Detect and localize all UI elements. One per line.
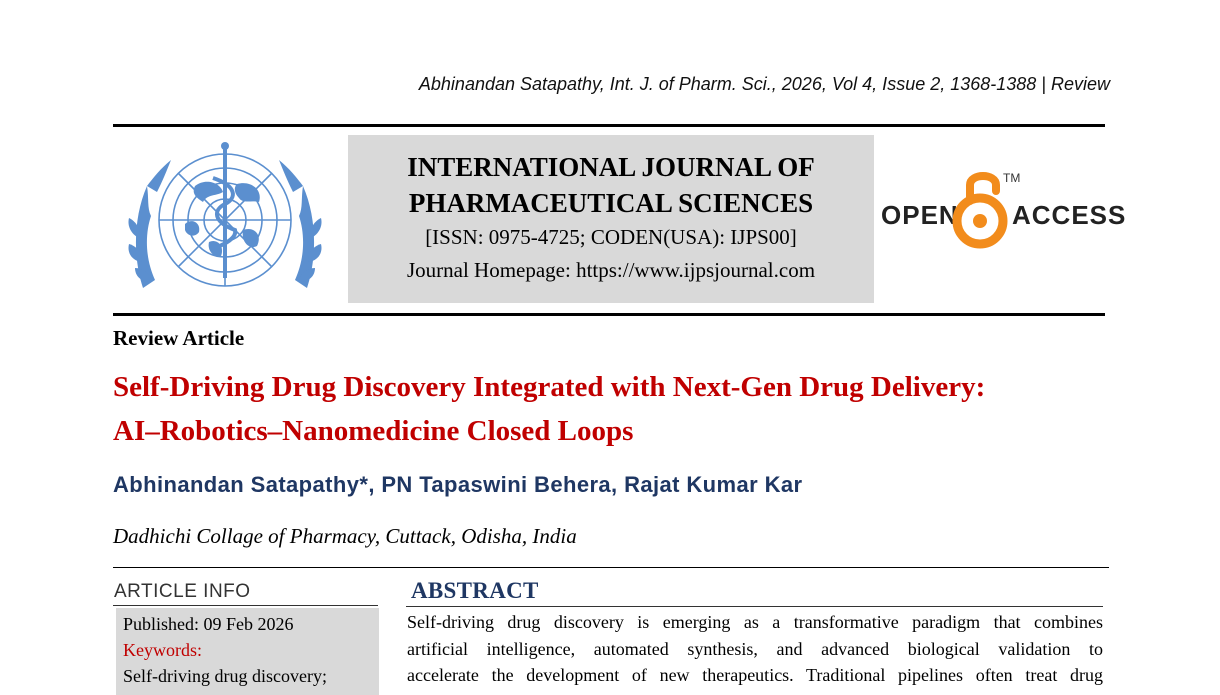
author-affiliation: Dadhichi Collage of Pharmacy, Cuttack, Odisha, India (113, 524, 577, 548)
article-info-rule (113, 605, 378, 606)
abstract-text (407, 609, 1103, 689)
keywords-label: Keywords: (123, 640, 202, 660)
header-rule-top (113, 124, 1105, 127)
abstract-line: Self-driving drug discovery is emerging as a transformative paradigm that combines (407, 612, 1103, 632)
abstract-line: artificial intelligence, automated synthesis, and advanced biological validation to (407, 638, 1103, 659)
open-access-trademark: TM (1003, 171, 1021, 185)
published-label: Published: (123, 614, 200, 634)
published-row (123, 611, 379, 637)
article-authors: Abhinandan Satapathy*, PN Tapaswini Behera, Rajat Kumar Kar (113, 472, 803, 497)
article-type-label: Review Article (113, 326, 245, 350)
keyword-item: Self-driving drug discovery; (123, 666, 327, 686)
journal-emblem-logo (125, 138, 325, 306)
abstract-heading: ABSTRACT (411, 578, 539, 603)
article-title (113, 365, 1113, 453)
article-info-heading: ARTICLE INFO (114, 581, 251, 602)
journal-title-line2: PHARMACEUTICAL SCIENCES (408, 188, 814, 218)
journal-homepage[interactable]: Journal Homepage: https://www.ijpsjournal.com (406, 258, 816, 282)
article-info-box (116, 608, 379, 695)
article-title-line2: AI–Robotics–Nanomedicine Closed Loops (113, 415, 634, 447)
journal-title-line1: INTERNATIONAL JOURNAL OF (407, 152, 815, 182)
journal-title-box (348, 135, 874, 303)
abstract-line: accelerate the development of new therapeutics. Traditional pipelines often treat drug (407, 665, 1103, 685)
header-rule-bottom (113, 313, 1105, 316)
open-access-word-access: ACCESS (1012, 200, 1127, 230)
abstract-rule (406, 606, 1103, 607)
citation-header: Abhinandan Satapathy, Int. J. of Pharm. Sci., 2026, Vol 4, Issue 2, 1368-1388 | Review (418, 74, 1110, 94)
published-date: 09 Feb 2026 (203, 614, 294, 634)
open-access-lock-icon (950, 165, 1010, 250)
article-title-line1: Self-Driving Drug Discovery Integrated with Next-Gen Drug Delivery: (113, 371, 986, 403)
journal-issn: [ISSN: 0975-4725; CODEN(USA): IJPS00] (425, 225, 797, 249)
section-divider (113, 567, 1109, 568)
open-access-word-open: OPEN (881, 200, 959, 230)
